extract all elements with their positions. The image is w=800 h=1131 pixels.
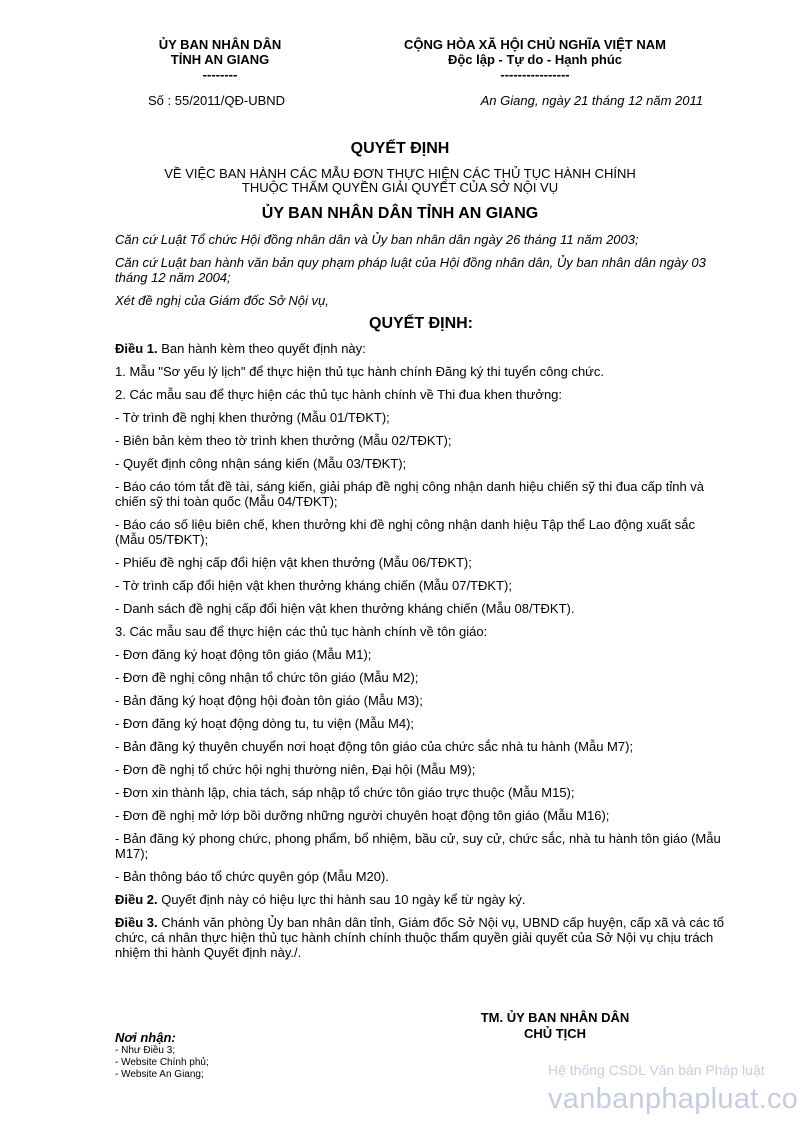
article-1-text: Ban hành kèm theo quyết định này: bbox=[157, 341, 366, 356]
country-name: CỘNG HÒA XÃ HỘI CHỦ NGHĨA VIỆT NAM bbox=[404, 37, 666, 52]
watermark-site: vanbanphapluat.co bbox=[548, 1083, 799, 1115]
right-separator: ---------------- bbox=[500, 67, 570, 82]
list-item: - Biên bản kèm theo tờ trình khen thưởng (Mẫu 02/TĐKT); bbox=[115, 433, 452, 448]
recipients-block bbox=[115, 1030, 209, 1081]
national-motto-header bbox=[370, 37, 700, 82]
article-2-text: Quyết định này có hiệu lực thi hành sau 10 ngày kể từ ngày ký. bbox=[157, 892, 526, 907]
province-name: TỈNH AN GIANG bbox=[170, 52, 270, 67]
article-1 bbox=[115, 341, 727, 356]
list-item: - Đơn đề nghị mở lớp bồi dưỡng những người chuyên hoạt động tôn giáo (Mẫu M16); bbox=[115, 808, 610, 823]
document-title: QUYẾT ĐỊNH bbox=[350, 140, 450, 157]
watermark-caption: Hệ thống CSDL Văn bản Pháp luật bbox=[548, 1062, 765, 1078]
document-body bbox=[115, 232, 727, 968]
article-2-label: Điều 2. bbox=[115, 892, 158, 907]
list-item: - Danh sách đề nghị cấp đổi hiện vật khen thưởng kháng chiến (Mẫu 08/TĐKT). bbox=[115, 601, 575, 616]
list-item: - Đơn đăng ký hoạt động dòng tu, tu viện (Mẫu M4); bbox=[115, 716, 415, 731]
list-item: 2. Các mẫu sau để thực hiện các thủ tục hành chính về Thi đua khen thưởng: bbox=[115, 387, 563, 402]
authority-name: ỦY BAN NHÂN DÂN bbox=[158, 37, 282, 52]
left-separator: -------- bbox=[202, 67, 238, 82]
list-item: - Phiếu đề nghị cấp đổi hiện vật khen thưởng (Mẫu 06/TĐKT); bbox=[115, 555, 472, 570]
article-3-text: Chánh văn phòng Ủy ban nhân dân tỉnh, Giám đốc Sở Nội vụ, UBND cấp huyện, cấp xã và các tổ chức, cá nhân thực hiện thủ tục hành chính chính thuộc thẩm quyền giải quyết của Sở Nội vụ chịu trách nhiệm thi hành Quyết định này./. bbox=[115, 915, 725, 960]
list-item: - Bản đăng ký hoạt động hội đoàn tôn giáo (Mẫu M3); bbox=[115, 693, 423, 708]
document-number: Số : 55/2011/QĐ-UBND bbox=[148, 93, 286, 108]
article-1-label: Điều 1. bbox=[115, 341, 158, 356]
list-item: - Bản thông báo tổ chức quyên góp (Mẫu M20). bbox=[115, 869, 389, 884]
article-3-label: Điều 3. bbox=[115, 915, 158, 930]
document-date: An Giang, ngày 21 tháng 12 năm 2011 bbox=[480, 93, 703, 108]
document-subtitle: VỀ VIỆC BAN HÀNH CÁC MẪU ĐƠN THỰC HIỆN CÁC THỦ TỤC HÀNH CHÍNH THUỘC THẨM QUYỀN GIẢI QUYẾT CỦA SỞ NỘI VỤ bbox=[164, 166, 636, 195]
signature-block bbox=[455, 1010, 655, 1042]
list-item: - Tờ trình đề nghị khen thưởng (Mẫu 01/TĐKT); bbox=[115, 410, 390, 425]
recipient-item: - Website Chính phủ; bbox=[115, 1057, 209, 1068]
list-item: - Tờ trình cấp đổi hiện vật khen thưởng kháng chiến (Mẫu 07/TĐKT); bbox=[115, 578, 512, 593]
list-item: - Đơn đăng ký hoạt động tôn giáo (Mẫu M1); bbox=[115, 647, 372, 662]
list-item: - Báo cáo tóm tắt đề tài, sáng kiến, giải pháp đề nghị công nhận danh hiệu chiến sỹ thi đua cấp tỉnh và chiến sỹ thi toàn quốc (Mẫu 04/TĐKT); bbox=[115, 479, 705, 509]
list-item: - Bản đăng ký thuyên chuyển nơi hoạt động tôn giáo của chức sắc nhà tu hành (Mẫu M7); bbox=[115, 739, 634, 754]
preamble-line: Xét đề nghị của Giám đốc Sở Nội vụ, bbox=[115, 293, 329, 308]
list-item: - Bản đăng ký phong chức, phong phẩm, bổ nhiệm, bầu cử, suy cử, chức sắc, nhà tu hành tôn giáo (Mẫu M17); bbox=[115, 831, 721, 861]
preamble-line: Căn cứ Luật Tổ chức Hội đồng nhân dân và Ủy ban nhân dân ngày 26 tháng 11 năm 2003; bbox=[115, 232, 639, 247]
list-item: - Báo cáo số liệu biên chế, khen thưởng khi đề nghị công nhận danh hiệu Tập thể Lao động xuất sắc (Mẫu 05/TĐKT); bbox=[115, 517, 696, 547]
recipients-title: Nơi nhận: bbox=[115, 1030, 176, 1045]
recipient-item: - Website An Giang; bbox=[115, 1069, 204, 1080]
issuing-authority-header bbox=[140, 37, 300, 82]
decide-heading: QUYẾT ĐỊNH: bbox=[369, 315, 473, 332]
article-2 bbox=[115, 892, 727, 907]
list-item: - Đơn đề nghị tổ chức hội nghị thường niên, Đại hội (Mẫu M9); bbox=[115, 762, 476, 777]
list-item: - Đơn đề nghị công nhận tổ chức tôn giáo (Mẫu M2); bbox=[115, 670, 419, 685]
list-item: - Đơn xin thành lập, chia tách, sáp nhập tổ chức tôn giáo trực thuộc (Mẫu M15); bbox=[115, 785, 575, 800]
motto: Độc lập - Tự do - Hạnh phúc bbox=[447, 52, 623, 67]
list-item: 1. Mẫu "Sơ yếu lý lịch" để thực hiện thủ tục hành chính Đăng ký thi tuyển công chức. bbox=[115, 364, 604, 379]
recipient-item: - Như Điều 3; bbox=[115, 1045, 176, 1056]
authority-heading: ỦY BAN NHÂN DÂN TỈNH AN GIANG bbox=[261, 205, 539, 222]
list-item: - Quyết định công nhận sáng kiến (Mẫu 03/TĐKT); bbox=[115, 456, 407, 471]
preamble-line: Căn cứ Luật ban hành văn bản quy phạm pháp luật của Hội đồng nhân dân, Ủy ban nhân dân ngày 03 tháng 12 năm 2004; bbox=[115, 255, 706, 285]
list-item: 3. Các mẫu sau để thực hiện các thủ tục hành chính về tôn giáo: bbox=[115, 624, 488, 639]
article-3 bbox=[115, 915, 727, 960]
signature-title: TM. ỦY BAN NHÂN DÂN bbox=[480, 1010, 630, 1025]
signature-role: CHỦ TỊCH bbox=[523, 1026, 587, 1041]
